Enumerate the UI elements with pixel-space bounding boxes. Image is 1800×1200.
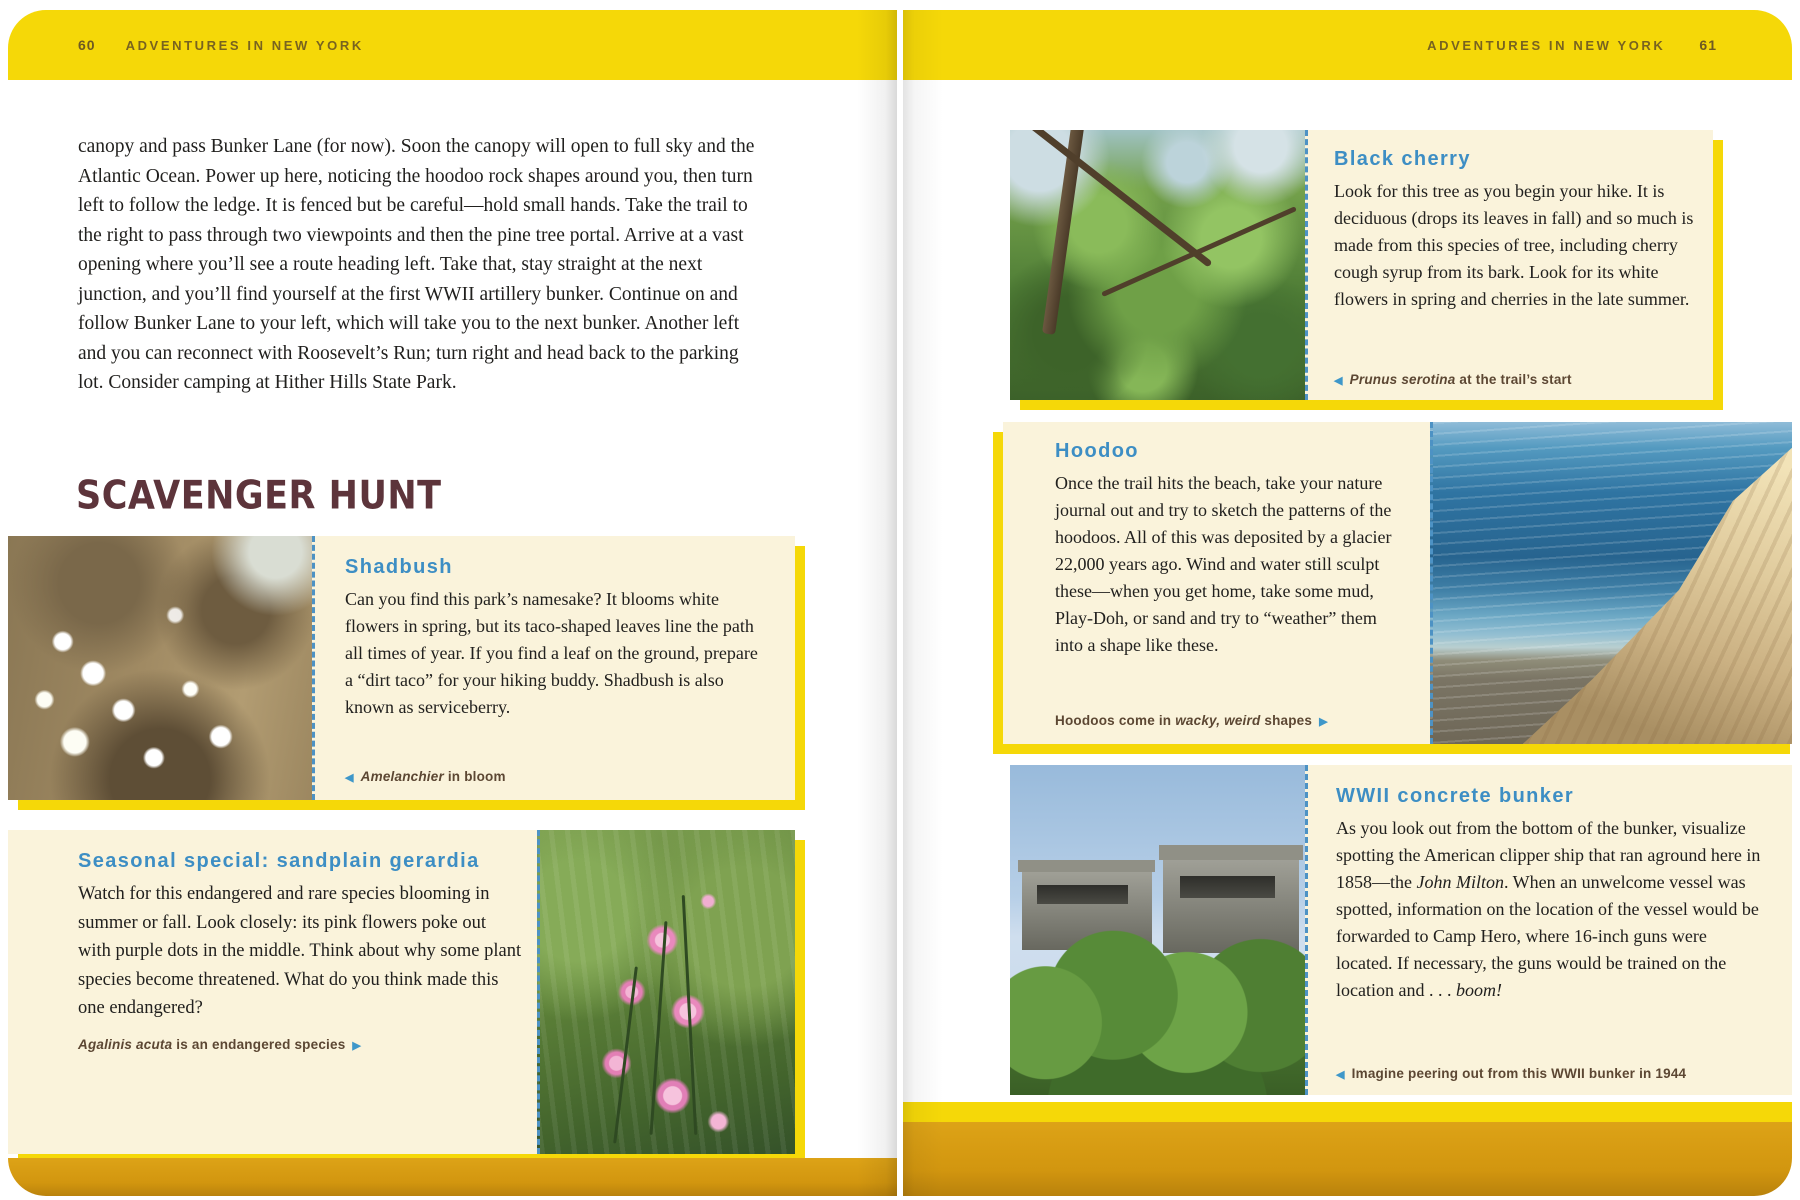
- caption-species: Agalinis acuta: [78, 1036, 173, 1052]
- spine-shading-right: [903, 10, 943, 1196]
- caption-post: in bloom: [443, 769, 506, 784]
- bunker-panel: [1305, 765, 1792, 1095]
- book-spine-gap: [897, 10, 903, 1196]
- hoodoo-body: Once the trail hits the beach, take your nature journal out and try to sketch the patterns of the hoodoos. All of this was deposited by a glacier 22,000 years ago. Wind and water still sculpt these—when you get home, take some mud, Play-Doh, or sand and try to “weather” them into a shape like these.: [1055, 473, 1392, 655]
- right-page-header: [903, 10, 1792, 80]
- right-page-number: 61: [1699, 37, 1717, 53]
- intro-paragraph: canopy and pass Bunker Lane (for now). Soon the canopy will open to full sky and the Atlantic Ocean. Power up here, noticing the hoodoo rock shapes around you, then turn left to follow the ledge. It is fenced but be careful—hold small hands. Take the trail to the right to pass through two viewpoints and then the pine tree portal. Arrive at a vast opening where you’ll see a route heading left. Take that, stay straight at the next junction, and you’ll find yourself at the first WWII artillery bunker. Continue on and follow Bunker Lane to your left, which will take you to the next bunker. Another left and you can reconnect with Roosevelt’s Run; turn right and head back to the parking lot. Consider camping at Hither Hills State Park.: [78, 136, 755, 393]
- hoodoo-photo: [1430, 422, 1792, 744]
- scavenger-hunt-heading: SCAVENGER HUNT: [76, 474, 442, 519]
- left-running-title: ADVENTURES IN NEW YORK: [125, 37, 364, 53]
- hoodoo-title: Hoodoo: [1055, 440, 1139, 462]
- flower-stem: [682, 895, 698, 1135]
- shadbush-body: Can you find this park’s namesake? It blooms white flowers in spring, but its taco-shaped leaves line the path all times of year. If you find a leaf on the ground, prepare a “dirt taco” for your hiking buddy. Shadbush is also known as serviceberry.: [345, 589, 758, 717]
- bunker-bushes: [1010, 923, 1305, 1095]
- caption-arrow-left-icon: ◀: [1336, 1069, 1345, 1081]
- bunker-title: WWII concrete bunker: [1336, 785, 1575, 807]
- bunker-window-slit: [1180, 876, 1275, 898]
- left-page-number: 60: [78, 37, 96, 53]
- caption-species: Prunus serotina: [1349, 372, 1456, 387]
- tree-branch: [1011, 130, 1213, 267]
- black-cherry-title: Black cherry: [1334, 148, 1471, 170]
- flower-stem: [613, 967, 638, 1144]
- caption-arrow-left-icon: ◀: [1334, 375, 1343, 387]
- tree-branch: [1101, 206, 1297, 297]
- caption-post: is an endangered species: [172, 1036, 346, 1052]
- shadbush-title: Shadbush: [345, 556, 453, 578]
- bunker-body: As you look out from the bottom of the bunker, visualize spotting the American clipper ship that ran aground here in 1858—the John Milton. When an unwelcome vessel was spotted, information on the location of the vessel would be forwarded to Camp Hero, where 16-inch guns were located. If necessary, the guns would be trained on the location and . . . boom!: [1336, 818, 1761, 1000]
- bunker-caption: [1336, 1066, 1686, 1081]
- caption-arrow-right-icon: ▶: [352, 1039, 362, 1052]
- caption-pre: Imagine peering out from this WWII bunker in 1944: [1351, 1066, 1687, 1081]
- black-cherry-photo: [1010, 130, 1305, 400]
- right-bottom-gold-band: [903, 1122, 1792, 1196]
- shadbush-caption: [345, 769, 506, 784]
- shadbush-panel: [312, 536, 795, 800]
- right-yellow-band: [903, 1102, 1792, 1122]
- shadbush-photo: [8, 536, 312, 800]
- black-cherry-panel: [1305, 130, 1713, 400]
- caption-em: wacky, weird: [1175, 713, 1261, 728]
- bunker-photo: [1010, 765, 1305, 1095]
- caption-arrow-left-icon: ◀: [345, 772, 354, 784]
- gerardia-body: Watch for this endangered and rare species blooming in summer or fall. Look closely: its pink flowers poke out with purple dots in the middle. Think about why some plant species become threatened. What do you think made this one endangered?: [78, 884, 522, 1018]
- gerardia-caption: [78, 1037, 523, 1052]
- black-cherry-caption: [1334, 372, 1572, 387]
- gerardia-photo: [537, 830, 795, 1154]
- bunker-window-slit: [1037, 885, 1128, 903]
- caption-species: Amelanchier: [360, 769, 444, 784]
- flower-stem: [650, 921, 668, 1135]
- hoodoo-caption: [1055, 713, 1328, 728]
- black-cherry-body: Look for this tree as you begin your hike. It is deciduous (drops its leaves in fall) and so much is made from this species of tree, including cherry cough syrup from its bark. Look for its white flowers in spring and cherries in the late summer.: [1334, 181, 1694, 309]
- left-bottom-gold-band: [8, 1158, 897, 1196]
- gerardia-title: Seasonal special: sandplain gerardia: [78, 850, 480, 872]
- hoodoo-cliff: [1523, 448, 1792, 744]
- right-running-title: ADVENTURES IN NEW YORK: [1427, 37, 1666, 53]
- caption-post: at the trail’s start: [1455, 372, 1572, 387]
- caption-arrow-right-icon: ▶: [1319, 716, 1328, 728]
- left-page-header: [8, 10, 897, 80]
- hoodoo-panel: [1003, 422, 1430, 744]
- caption-post: shapes: [1260, 713, 1313, 728]
- spine-shading-left: [857, 10, 897, 1196]
- caption-pre: Hoodoos come in: [1055, 713, 1176, 728]
